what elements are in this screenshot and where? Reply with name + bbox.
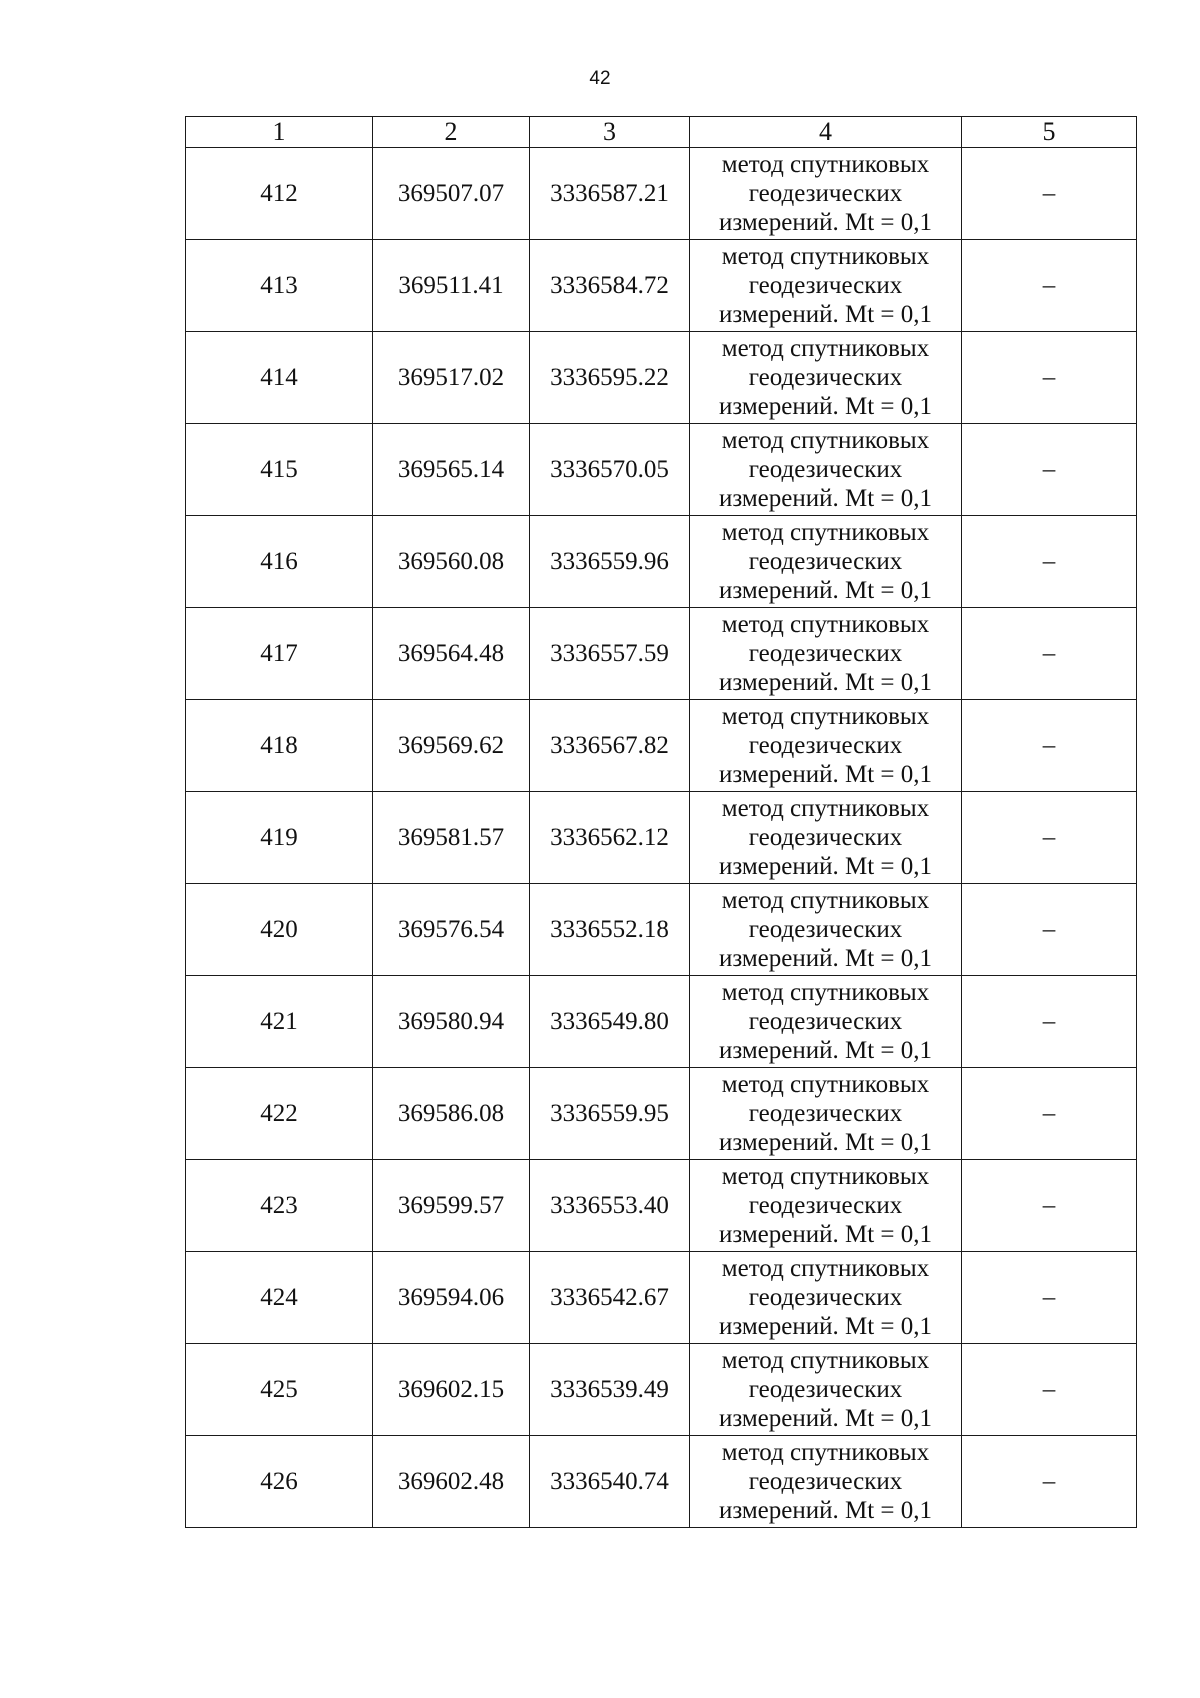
y-coordinate-cell: 3336559.95 [530, 1068, 690, 1160]
x-coordinate-cell: 369580.94 [373, 976, 530, 1068]
point-number-cell: 414 [186, 332, 373, 424]
x-coordinate-cell: 369565.14 [373, 424, 530, 516]
y-coordinate-cell: 3336542.67 [530, 1252, 690, 1344]
method-cell [690, 332, 962, 424]
method-cell [690, 240, 962, 332]
method-line: геодезических [748, 548, 903, 575]
table-row [186, 884, 1137, 976]
y-coordinate-cell: 3336570.05 [530, 424, 690, 516]
method-cell [690, 1252, 962, 1344]
y-coordinate-cell: 3336553.40 [530, 1160, 690, 1252]
point-number-cell: 421 [186, 976, 373, 1068]
x-coordinate-cell: 369586.08 [373, 1068, 530, 1160]
point-number-cell: 425 [186, 1344, 373, 1436]
y-coordinate-cell: 3336587.21 [530, 148, 690, 240]
point-number-cell: 426 [186, 1436, 373, 1528]
method-line: геодезических [748, 364, 903, 391]
method-line: метод спутниковых [721, 703, 930, 730]
y-coordinate-cell: 3336567.82 [530, 700, 690, 792]
column-header-1: 1 [186, 117, 373, 148]
y-coordinate-cell: 3336595.22 [530, 332, 690, 424]
method-line: метод спутниковых [721, 1071, 930, 1098]
table-row [186, 148, 1137, 240]
method-line: геодезических [748, 732, 903, 759]
method-line: геодезических [748, 640, 903, 667]
table-row [186, 792, 1137, 884]
note-cell: – [962, 976, 1137, 1068]
method-line: геодезических [748, 1100, 903, 1127]
x-coordinate-cell: 369564.48 [373, 608, 530, 700]
method-line: метод спутниковых [721, 1163, 930, 1190]
table-row [186, 1252, 1137, 1344]
note-cell: – [962, 1252, 1137, 1344]
method-line: измерений. Mt = 0,1 [718, 1497, 933, 1524]
table-row [186, 424, 1137, 516]
x-coordinate-cell: 369511.41 [373, 240, 530, 332]
method-line: измерений. Mt = 0,1 [718, 1037, 933, 1064]
y-coordinate-cell: 3336539.49 [530, 1344, 690, 1436]
method-line: метод спутниковых [721, 611, 930, 638]
method-line: измерений. Mt = 0,1 [718, 1221, 933, 1248]
method-line: метод спутниковых [721, 427, 930, 454]
method-line: измерений. Mt = 0,1 [718, 577, 933, 604]
method-line: измерений. Mt = 0,1 [718, 301, 933, 328]
method-cell [690, 1068, 962, 1160]
method-line: метод спутниковых [721, 1255, 930, 1282]
point-number-cell: 417 [186, 608, 373, 700]
method-cell [690, 516, 962, 608]
method-line: метод спутниковых [721, 1347, 930, 1374]
note-cell: – [962, 1160, 1137, 1252]
column-header-2: 2 [373, 117, 530, 148]
method-line: измерений. Mt = 0,1 [718, 485, 933, 512]
method-line: измерений. Mt = 0,1 [718, 209, 933, 236]
point-number-cell: 416 [186, 516, 373, 608]
method-line: геодезических [748, 824, 903, 851]
y-coordinate-cell: 3336559.96 [530, 516, 690, 608]
x-coordinate-cell: 369569.62 [373, 700, 530, 792]
method-line: геодезических [748, 180, 903, 207]
point-number-cell: 422 [186, 1068, 373, 1160]
method-cell [690, 976, 962, 1068]
method-line: измерений. Mt = 0,1 [718, 669, 933, 696]
note-cell: – [962, 608, 1137, 700]
note-cell: – [962, 792, 1137, 884]
method-line: метод спутниковых [721, 519, 930, 546]
x-coordinate-cell: 369507.07 [373, 148, 530, 240]
note-cell: – [962, 1068, 1137, 1160]
method-line: метод спутниковых [721, 1439, 930, 1466]
note-cell: – [962, 700, 1137, 792]
table-row [186, 1344, 1137, 1436]
method-line: геодезических [748, 272, 903, 299]
y-coordinate-cell: 3336540.74 [530, 1436, 690, 1528]
x-coordinate-cell: 369581.57 [373, 792, 530, 884]
x-coordinate-cell: 369602.48 [373, 1436, 530, 1528]
note-cell: – [962, 1436, 1137, 1528]
method-line: метод спутниковых [721, 795, 930, 822]
method-line: метод спутниковых [721, 151, 930, 178]
table-body [186, 148, 1137, 1528]
x-coordinate-cell: 369576.54 [373, 884, 530, 976]
column-header-4: 4 [690, 117, 962, 148]
table-row [186, 240, 1137, 332]
method-line: метод спутниковых [721, 979, 930, 1006]
table-row [186, 516, 1137, 608]
point-number-cell: 420 [186, 884, 373, 976]
method-cell [690, 1436, 962, 1528]
table-row [186, 1068, 1137, 1160]
method-line: измерений. Mt = 0,1 [718, 393, 933, 420]
note-cell: – [962, 240, 1137, 332]
x-coordinate-cell: 369602.15 [373, 1344, 530, 1436]
point-number-cell: 415 [186, 424, 373, 516]
point-number-cell: 423 [186, 1160, 373, 1252]
method-line: геодезических [748, 1284, 903, 1311]
method-cell [690, 792, 962, 884]
y-coordinate-cell: 3336557.59 [530, 608, 690, 700]
method-line: геодезических [748, 1468, 903, 1495]
y-coordinate-cell: 3336549.80 [530, 976, 690, 1068]
method-line: измерений. Mt = 0,1 [718, 1313, 933, 1340]
method-cell [690, 1344, 962, 1436]
method-line: измерений. Mt = 0,1 [718, 853, 933, 880]
point-number-cell: 419 [186, 792, 373, 884]
method-line: геодезических [748, 1192, 903, 1219]
table-row [186, 700, 1137, 792]
table-row [186, 976, 1137, 1068]
method-line: измерений. Mt = 0,1 [718, 1405, 933, 1432]
method-line: метод спутниковых [721, 243, 930, 270]
table-row [186, 608, 1137, 700]
method-line: метод спутниковых [721, 887, 930, 914]
table-row [186, 332, 1137, 424]
method-cell [690, 424, 962, 516]
point-number-cell: 413 [186, 240, 373, 332]
x-coordinate-cell: 369594.06 [373, 1252, 530, 1344]
column-header-3: 3 [530, 117, 690, 148]
page-number: 42 [589, 68, 611, 89]
point-number-cell: 424 [186, 1252, 373, 1344]
table-row [186, 1160, 1137, 1252]
point-number-cell: 418 [186, 700, 373, 792]
method-line: геодезических [748, 1376, 903, 1403]
method-line: геодезических [748, 916, 903, 943]
note-cell: – [962, 884, 1137, 976]
table-header-row [186, 117, 1137, 148]
method-line: измерений. Mt = 0,1 [718, 761, 933, 788]
y-coordinate-cell: 3336584.72 [530, 240, 690, 332]
method-cell [690, 884, 962, 976]
x-coordinate-cell: 369599.57 [373, 1160, 530, 1252]
note-cell: – [962, 1344, 1137, 1436]
note-cell: – [962, 332, 1137, 424]
coordinates-table [185, 116, 1137, 1528]
point-number-cell: 412 [186, 148, 373, 240]
column-header-5: 5 [962, 117, 1137, 148]
method-cell [690, 148, 962, 240]
method-cell [690, 1160, 962, 1252]
x-coordinate-cell: 369560.08 [373, 516, 530, 608]
method-line: геодезических [748, 456, 903, 483]
method-cell [690, 608, 962, 700]
method-line: геодезических [748, 1008, 903, 1035]
x-coordinate-cell: 369517.02 [373, 332, 530, 424]
table-row [186, 1436, 1137, 1528]
note-cell: – [962, 424, 1137, 516]
y-coordinate-cell: 3336562.12 [530, 792, 690, 884]
y-coordinate-cell: 3336552.18 [530, 884, 690, 976]
method-line: измерений. Mt = 0,1 [718, 1129, 933, 1156]
method-line: измерений. Mt = 0,1 [718, 945, 933, 972]
method-cell [690, 700, 962, 792]
method-line: метод спутниковых [721, 335, 930, 362]
note-cell: – [962, 148, 1137, 240]
note-cell: – [962, 516, 1137, 608]
